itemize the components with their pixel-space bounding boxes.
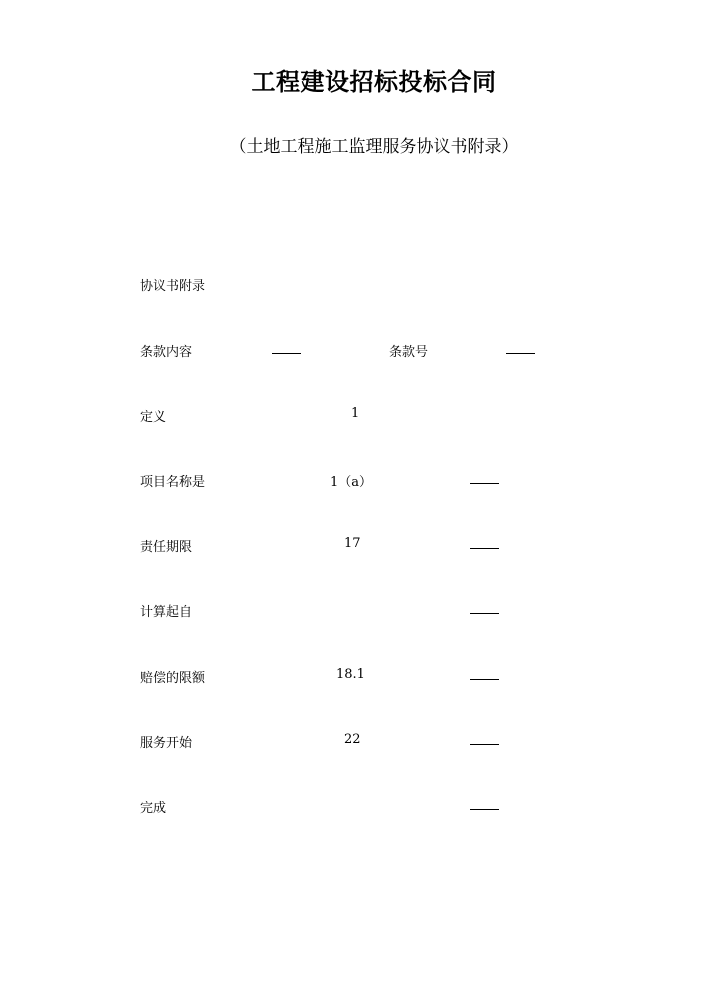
header-blank-1 [272,353,301,354]
header-clause-number: 条款号 [389,345,429,360]
row-label: 定义 [140,410,167,425]
row-clause-number: 18.1 [336,667,365,682]
document-title: 工程建设招标投标合同 [251,68,497,96]
row-blank [470,483,499,484]
section-heading: 协议书附录 [140,279,206,294]
row-clause-number: 1（a） [330,475,373,490]
row-blank [470,548,499,549]
table-row [0,536,725,556]
row-label: 计算起自 [140,605,193,620]
document-subtitle: （土地工程施工监理服务协议书附录） [229,137,519,157]
row-blank [470,679,499,680]
row-label: 责任期限 [140,540,193,555]
table-row [0,471,725,491]
row-label: 服务开始 [140,736,193,751]
table-row [0,406,725,426]
row-clause-number: 22 [344,732,361,747]
row-blank [470,809,499,810]
row-label: 完成 [140,801,167,816]
table-row [0,732,725,752]
row-clause-number: 17 [344,536,361,551]
row-blank [470,744,499,745]
row-blank [470,613,499,614]
header-clause-content: 条款内容 [140,345,193,360]
row-label: 项目名称是 [140,475,206,490]
header-blank-2 [506,353,535,354]
header-row [0,341,725,361]
table-row [0,797,725,817]
row-label: 赔偿的限额 [140,671,206,686]
table-row [0,601,725,621]
row-clause-number: 1 [351,406,360,421]
table-row [0,667,725,687]
